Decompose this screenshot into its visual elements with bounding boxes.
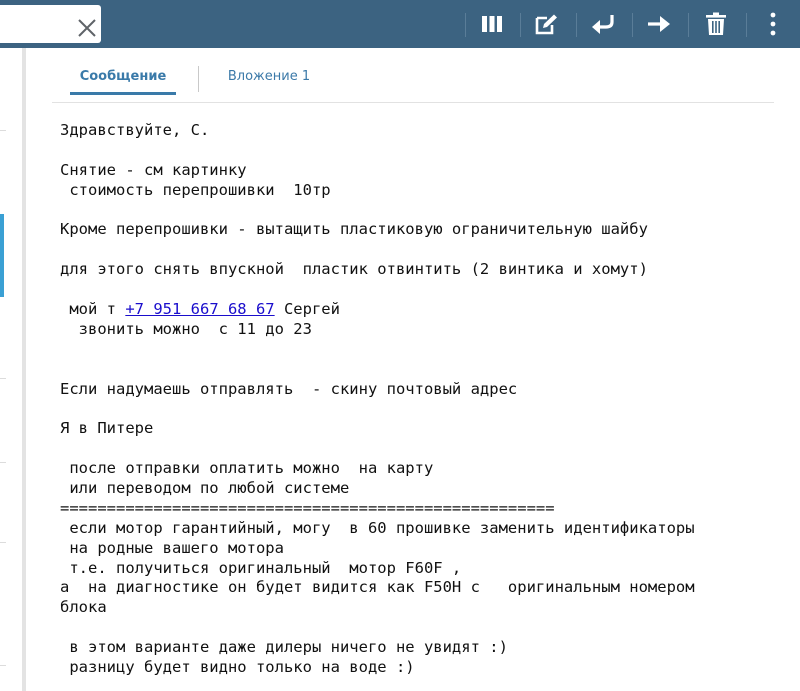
phone-link[interactable]: +7 951 667 68 67 [125, 300, 275, 319]
panel-splitter[interactable] [22, 48, 26, 691]
close-icon[interactable] [76, 17, 98, 39]
email-line: Кроме перепрошивки - вытащить пластиковую ограничительную шайбу [60, 220, 648, 239]
email-line: Если надумаешь отправлять - скину почтовый адрес [60, 379, 518, 398]
email-line: ===================================================== [60, 498, 555, 517]
email-line [60, 340, 780, 360]
email-line: или переводом по любой системе [60, 479, 350, 498]
email-line [60, 240, 780, 260]
email-line [60, 439, 780, 459]
email-line: на родные вашего мотора [60, 538, 284, 557]
columns-button[interactable] [478, 10, 506, 38]
toolbar-divider [688, 13, 689, 37]
list-divider [0, 665, 6, 666]
email-body [60, 121, 780, 678]
email-line [60, 141, 780, 161]
search-input[interactable] [0, 5, 101, 43]
delete-icon [705, 12, 727, 36]
toolbar-divider [632, 13, 633, 37]
email-line [60, 618, 780, 638]
columns-icon [481, 15, 503, 33]
contact-name: Сергей [274, 300, 340, 319]
tab-attachment[interactable]: Вложение 1 [227, 68, 311, 84]
email-line: стоимость перепрошивки 10тр [60, 180, 331, 199]
toolbar-divider [576, 13, 577, 37]
email-line: разницу будет видно только на воде :) [60, 658, 415, 677]
email-line [60, 280, 780, 300]
active-tab-indicator [70, 92, 176, 95]
contact-prefix: мой т [60, 300, 126, 319]
more-button[interactable] [759, 10, 787, 38]
email-line: блока [60, 598, 107, 617]
message-list-panel[interactable] [0, 48, 22, 691]
email-line [60, 399, 780, 419]
forward-icon [646, 14, 672, 34]
email-line: т.е. получиться оригинальный мотор F60F , [60, 558, 462, 577]
reply-icon [590, 13, 616, 35]
email-line: в этом варианте даже дилеры ничего не увидят :) [60, 638, 508, 657]
tab-divider [198, 66, 199, 92]
more-vertical-icon [769, 12, 777, 36]
delete-button[interactable] [702, 10, 730, 38]
email-line: Здравствуйте, С. [60, 121, 210, 139]
email-line: звонить можно с 11 до 23 [60, 319, 312, 338]
edit-icon [535, 13, 559, 35]
list-divider [0, 378, 6, 379]
email-line: Снятие - см картинку [60, 160, 247, 179]
list-divider [0, 542, 6, 543]
tab-message[interactable]: Сообщение [79, 68, 167, 84]
email-line: Я в Питере [60, 419, 154, 438]
email-line [60, 300, 780, 320]
email-line: если мотор гарантийный, могу в 60 прошивке заменить идентификаторы [60, 518, 695, 537]
edit-button[interactable] [533, 10, 561, 38]
forward-button[interactable] [645, 10, 673, 38]
toolbar-divider [465, 13, 466, 37]
email-line: после отправки оплатить можно на карту [60, 459, 434, 478]
email-line [60, 360, 780, 380]
message-tabs [52, 52, 774, 103]
list-divider [0, 462, 6, 463]
toolbar-divider [746, 13, 747, 37]
reply-button[interactable] [589, 10, 617, 38]
top-toolbar [0, 0, 800, 48]
email-line: для этого снять впускной пластик отвинтить (2 винтика и хомут) [60, 260, 648, 279]
list-divider [0, 130, 6, 131]
email-line [60, 201, 780, 221]
toolbar-divider [520, 13, 521, 37]
email-line: а на диагностике он будет видится как F50H с оригинальным номером [60, 578, 695, 597]
selected-item-indicator [0, 214, 4, 297]
